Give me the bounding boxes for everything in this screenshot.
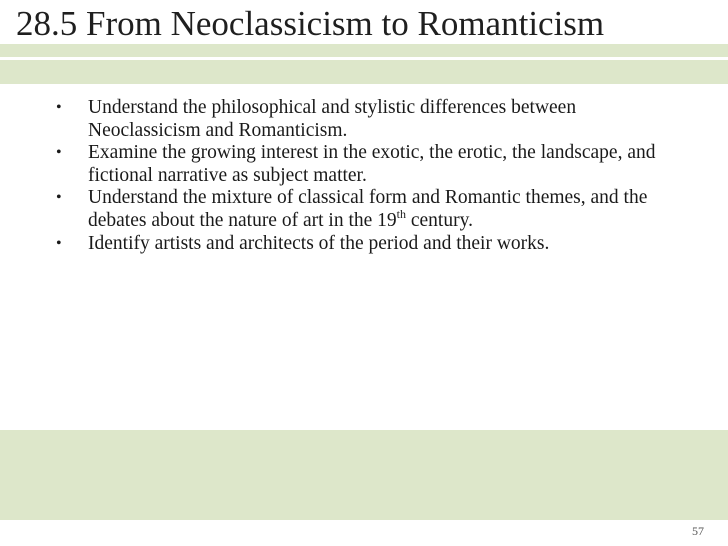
objective-item bbox=[56, 233, 656, 256]
title-underline-band bbox=[0, 44, 728, 57]
objective-text-before: Understand the mixture of classical form and Romantic themes, and the debates about the nature of art in the 19 bbox=[88, 187, 648, 231]
slide-title: 28.5 From Neoclassicism to Romanticism bbox=[16, 4, 605, 43]
bullet-icon: • bbox=[56, 234, 62, 252]
footer-accent-band bbox=[0, 430, 728, 520]
bullet-icon: • bbox=[56, 99, 62, 116]
objective-superscript: th bbox=[396, 206, 406, 221]
objective-item bbox=[56, 97, 656, 142]
objective-item bbox=[56, 142, 656, 187]
bullet-icon: • bbox=[56, 144, 62, 162]
title-accent-band bbox=[0, 60, 728, 84]
bullet-icon: • bbox=[56, 189, 62, 207]
page-number: 57 bbox=[692, 524, 704, 538]
objective-text-after: century. bbox=[405, 209, 473, 231]
objective-item bbox=[56, 187, 656, 232]
objective-text: Understand the philosophical and stylistic differences between Neoclassicism and Romanticism. bbox=[88, 97, 577, 141]
objective-text: Identify artists and architects of the period and their works. bbox=[88, 232, 550, 254]
objectives-list bbox=[56, 97, 656, 255]
objective-text: Examine the growing interest in the exotic, the erotic, the landscape, and fictional narrative as subject matter. bbox=[88, 142, 656, 186]
